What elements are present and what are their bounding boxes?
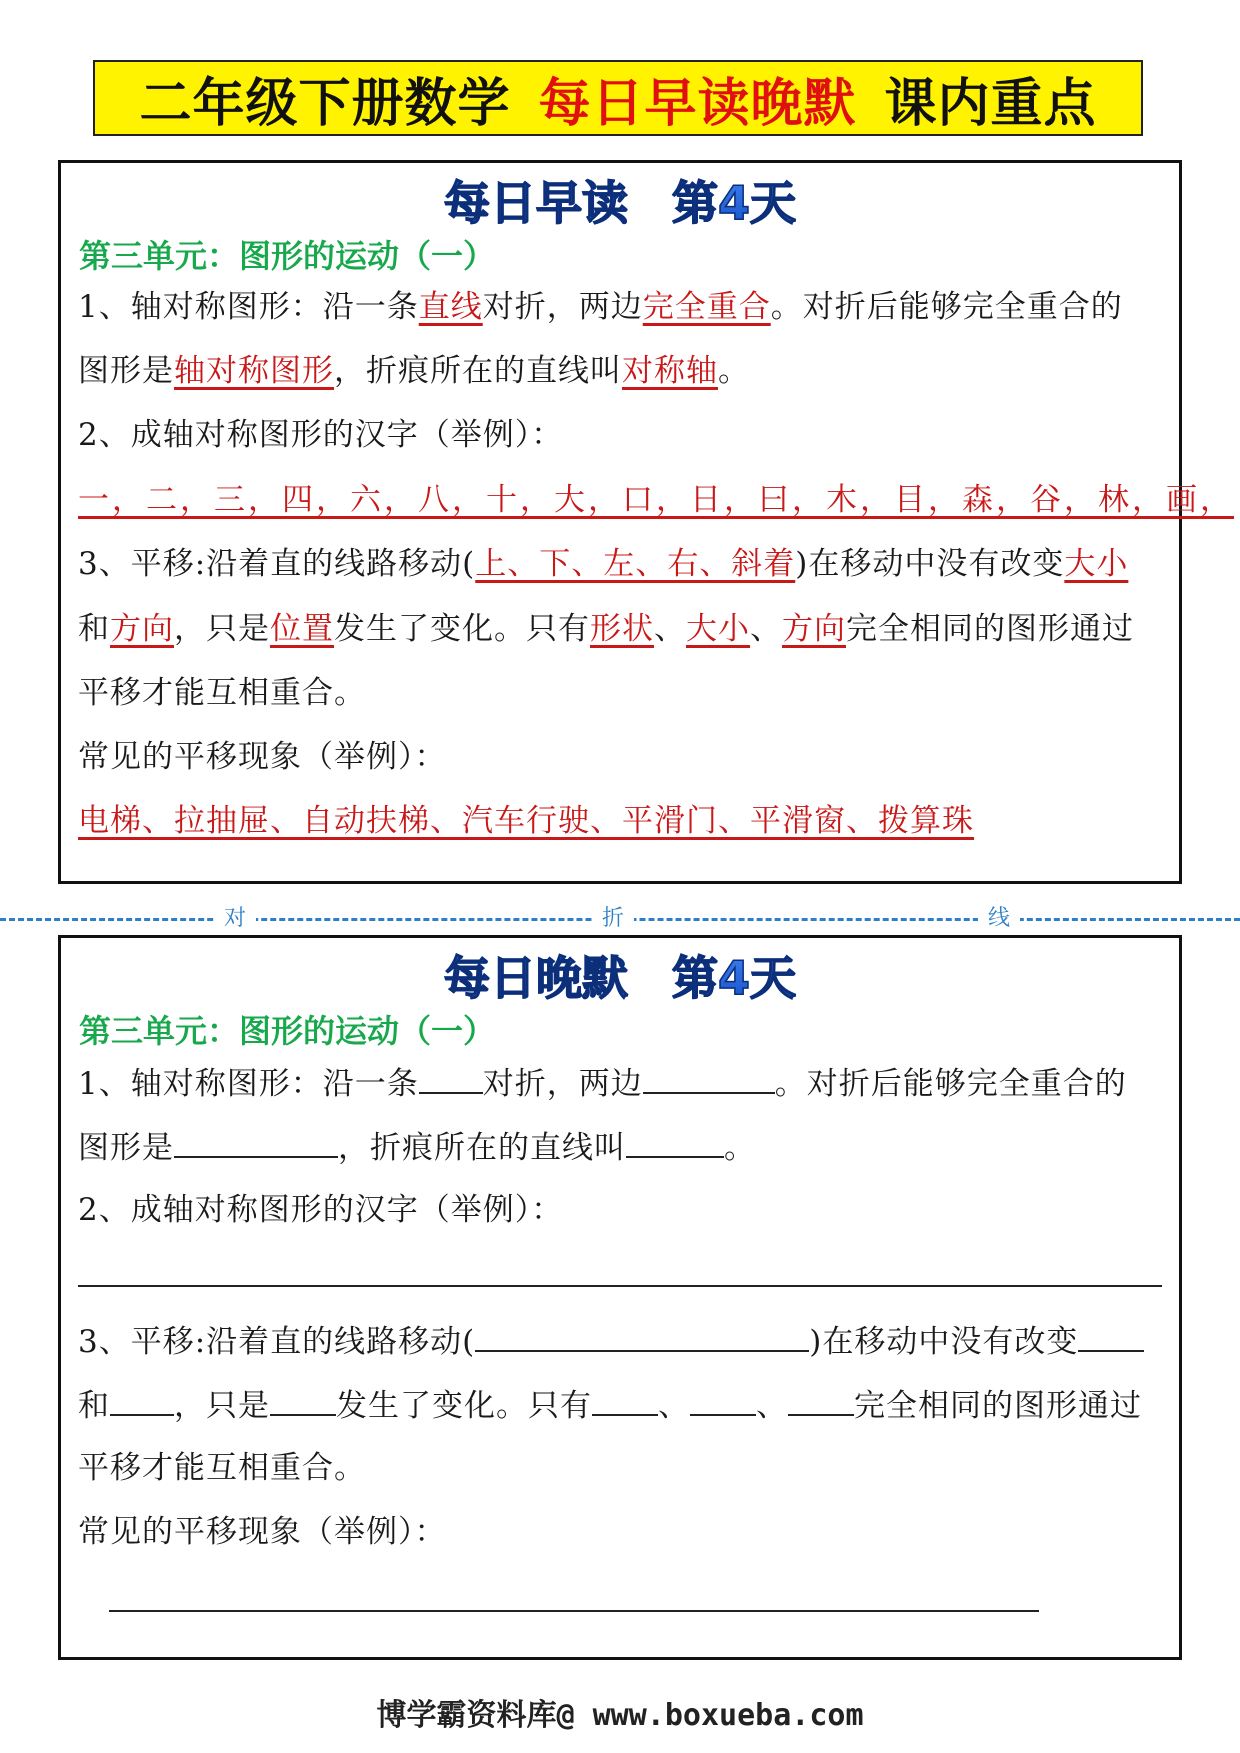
fold-line	[0, 904, 1240, 934]
answer: 电梯、拉抽屉、自动扶梯、汽车行驶、平滑门、平滑窗、拨算珠	[78, 803, 974, 839]
answer: 一，二，三，四，六，八，十，大，口，日，曰，木，目，森，谷，林，画，	[78, 482, 1234, 518]
answer: 直线	[418, 289, 483, 325]
banner-focus: 课内重点	[884, 73, 1097, 134]
morning-line-6: 和方向，只是位置发生了变化。只有形状、大小、方向完全相同的图形通过	[78, 611, 1134, 647]
morning-line-4	[78, 480, 1234, 520]
footer-watermark: 博学霸资料库@ www.boxueba.com	[376, 1698, 864, 1733]
evening-line-6: 和 ，只是 发生了变化。只有 、 、 完全相同的图形通过	[78, 1384, 1168, 1426]
blank-field[interactable]	[626, 1126, 724, 1158]
evening-line-5: 3、平移:沿着直的线路移动( )在移动中没有改变	[78, 1320, 1168, 1362]
answer: 位置	[270, 611, 334, 647]
morning-line-3: 2、成轴对称图形的汉字（举例）：	[78, 417, 564, 453]
morning-line-7: 平移才能互相重合。	[78, 675, 366, 711]
morning-line-9	[78, 801, 1168, 841]
evening-line-2: 图形是 ，折痕所在的直线叫 。	[78, 1126, 1168, 1168]
evening-unit-heading: 第三单元：图形的运动（一）	[79, 1012, 496, 1050]
answer: 大小	[686, 611, 750, 647]
blank-field[interactable]	[270, 1384, 336, 1416]
morning-line-5: 3、平移:沿着直的线路移动(上、下、左、右、斜着)在移动中没有改变大小	[78, 546, 1129, 582]
evening-title: 每日晚默	[443, 951, 628, 1005]
answer: 方向	[782, 611, 846, 647]
blank-field[interactable]	[174, 1126, 338, 1158]
fold-label-2: 折	[592, 904, 634, 934]
answer: 方向	[110, 611, 174, 647]
evening-line-8: 常见的平移现象（举例）：	[78, 1514, 447, 1550]
morning-line-1: 1、轴对称图形：沿一条直线对折，两边完全重合。对折后能够完全重合的	[78, 289, 1123, 325]
evening-day: 第4天	[671, 951, 796, 1005]
morning-reading-card	[58, 160, 1234, 884]
answer: 轴对称图形	[174, 353, 334, 389]
answer: 完全重合	[642, 289, 771, 325]
morning-day: 第4天	[671, 176, 796, 230]
blank-field[interactable]	[1078, 1320, 1144, 1352]
blank-field[interactable]	[690, 1384, 756, 1416]
evening-card-title	[61, 950, 1179, 1006]
fold-label-3: 线	[978, 904, 1020, 934]
morning-card-title	[61, 175, 1179, 231]
answer: 上、下、左、右、斜着	[475, 546, 796, 582]
blank-field[interactable]	[643, 1062, 775, 1094]
answer-line[interactable]	[109, 1610, 1039, 1612]
morning-line-8: 常见的平移现象（举例）：	[78, 739, 447, 775]
banner-grade: 二年级下册数学	[139, 73, 511, 134]
blank-field[interactable]	[592, 1384, 658, 1416]
fold-label-1: 对	[214, 904, 256, 934]
morning-title: 每日早读	[443, 176, 628, 230]
evening-line-1: 1、轴对称图形：沿一条 对折，两边 。对折后能够完全重合的	[78, 1062, 1168, 1104]
morning-unit-heading: 第三单元：图形的运动（一）	[79, 237, 496, 275]
page-banner	[93, 60, 1143, 136]
blank-field[interactable]	[475, 1320, 809, 1352]
banner-subtitle: 每日早读晚默	[538, 73, 857, 134]
answer-line[interactable]	[78, 1285, 1162, 1287]
evening-line-3: 2、成轴对称图形的汉字（举例）：	[78, 1192, 564, 1228]
evening-dictation-card	[58, 935, 1182, 1660]
blank-field[interactable]	[110, 1384, 174, 1416]
answer: 形状	[590, 611, 654, 647]
answer: 对称轴	[622, 353, 718, 389]
evening-line-7: 平移才能互相重合。	[78, 1450, 366, 1486]
blank-field[interactable]	[419, 1062, 483, 1094]
morning-line-2: 图形是轴对称图形，折痕所在的直线叫对称轴。	[78, 353, 750, 389]
answer: 大小	[1064, 546, 1129, 582]
blank-field[interactable]	[788, 1384, 854, 1416]
